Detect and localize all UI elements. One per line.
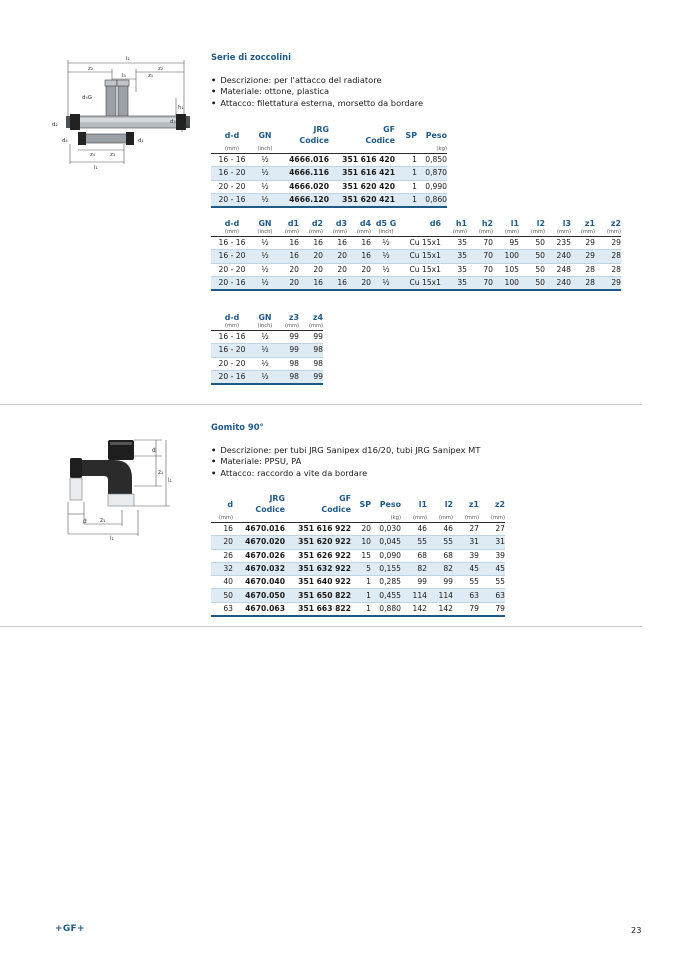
table-cell: 55 [479,576,505,589]
table-row [211,167,447,180]
table-cell: 63 [453,589,479,602]
table-cell: 20 [323,263,347,276]
unit-cell: (mm) [211,146,251,154]
unit-cell: (mm) [275,323,299,331]
table-cell: 1 [395,154,417,167]
table-cell: 63 [479,589,505,602]
table-cell: 63 [211,602,233,616]
table-row [211,276,621,290]
dim-d1: d₁ [138,138,144,144]
unit-cell: (mm) [571,229,595,237]
table-cell: 0,455 [371,589,401,602]
table-cell: 114 [427,589,453,602]
table-cell: 5 [351,562,371,575]
table-cell: 20 - 16 [211,370,251,384]
section-zoccolini [0,0,678,406]
dim-z1-bottom: z₁ [100,518,106,524]
table-cell: 0,850 [417,154,447,167]
col-header: z1 [584,219,595,228]
table-cell: ½ [251,276,275,290]
table-cell: Cu 15x1 [397,276,441,290]
table-cell: 45 [479,562,505,575]
table-cell: 68 [401,549,427,562]
col-header: z4 [312,313,323,322]
table-cell: 1 [351,589,371,602]
table-row [211,370,323,384]
table-row [211,536,505,549]
table-cell: 100 [493,276,519,290]
table-cell: 351 640 922 [285,576,351,589]
unit-cell: (kg) [371,515,401,523]
dim-z2-left: z₂ [88,66,94,72]
table-cell: 20 - 16 [211,193,251,207]
table-cell: 105 [493,263,519,276]
table-row [211,193,447,207]
table-cell: 0,090 [371,549,401,562]
table-cell: 98 [299,357,323,370]
dim-d5g: d₅G [82,95,92,101]
table-row [211,180,447,193]
unit-cell [395,146,417,154]
table-cell: 28 [595,250,621,263]
table-cell: 16 - 16 [211,154,251,167]
col-header: z2 [494,499,505,509]
col-header: SP [405,130,417,140]
table-cell: 351 620 420 [329,180,395,193]
table-cell: 99 [427,576,453,589]
bullet-description: • Descrizione: per tubi JRG Sanipex d16/20, tubi JRG Sanipex MT [211,445,480,456]
table-cell: ½ [251,250,275,263]
table-cell: 4670.020 [233,536,285,549]
table-cell: 16 [323,276,347,290]
unit-cell: (inch) [371,229,397,237]
col-header: d1 [287,219,299,228]
table-cell: 1 [395,193,417,207]
table-cell: 32 [211,562,233,575]
dim-z2-right: z₂ [158,66,164,72]
table-cell: 351 616 421 [329,167,395,180]
table-cell: 16 [347,237,371,250]
col-header: h1 [455,219,467,228]
unit-cell: (mm) [595,229,621,237]
col-header: d-d [224,219,240,228]
table-cell: 16 [275,237,299,250]
unit-cell: (mm) [347,229,371,237]
table-row [211,576,505,589]
col-header: d3 [335,219,347,228]
col-header: l3 [562,219,571,228]
unit-cell [351,515,371,523]
table-cell: 1 [351,602,371,616]
unit-cell [397,229,441,237]
table-cell: 98 [275,370,299,384]
table-cell: 114 [401,589,427,602]
table-cell: 50 [519,263,545,276]
table-cell: 16 [211,523,233,536]
table-cell: 4666.020 [275,180,329,193]
table-cell: 79 [453,602,479,616]
section-gomito [0,406,678,628]
table-cell: 35 [441,263,467,276]
table-cell: 4670.063 [233,602,285,616]
unit-cell: (mm) [299,229,323,237]
bullet-list [211,75,423,109]
table-cell: 16 [275,250,299,263]
table-cell: 16 [299,276,323,290]
section-divider [0,626,642,627]
unit-cell: (mm) [427,515,453,523]
table-cell: 4670.050 [233,589,285,602]
zoccolini-technical-drawing [48,52,198,172]
table-cell: 35 [441,237,467,250]
table-cell: ½ [371,250,397,263]
unit-cell: (mm) [545,229,571,237]
table-cell: 39 [479,549,505,562]
table-cell: 28 [595,263,621,276]
col-header: z2 [610,219,621,228]
bullet-connection: • Attacco: filettatura esterna, morsetto da bordare [211,98,423,109]
table-cell: 20 [323,250,347,263]
table-row [211,344,323,357]
unit-cell: (mm) [453,515,479,523]
unit-cell: (mm) [479,515,505,523]
table-cell: 99 [275,344,299,357]
table-cell: 351 620 421 [329,193,395,207]
table-cell: ½ [251,180,275,193]
table-cell: 99 [299,370,323,384]
table-codes [211,124,447,208]
table-cell: 142 [401,602,427,616]
col-header: Peso [425,130,447,140]
table-cell: 20 [211,536,233,549]
table-cell: 50 [519,276,545,290]
table-cell: 240 [545,276,571,290]
dim-l2: l₂ [126,56,130,62]
table-cell: 351 626 922 [285,549,351,562]
dim-d3: d₃ [170,119,176,125]
table-cell: 99 [275,331,299,344]
unit-cell [233,515,285,523]
table-cell: Cu 15x1 [397,237,441,250]
table-cell: 351 650 822 [285,589,351,602]
table-cell: ½ [251,263,275,276]
col-header: l2 [444,499,453,509]
section-title: Gomito 90° [211,422,264,432]
unit-cell: (mm) [401,515,427,523]
table-cell: 4670.040 [233,576,285,589]
table-cell: 46 [401,523,427,536]
table-row [211,523,505,536]
table-cell: Cu 15x1 [397,250,441,263]
table-cell: 55 [401,536,427,549]
table-cell: 4670.026 [233,549,285,562]
table-cell: ½ [251,237,275,250]
table-cell: 16 - 20 [211,344,251,357]
table-row [211,250,621,263]
section-title: Serie di zoccolini [211,52,291,62]
table-cell: 26 [211,549,233,562]
unit-cell [285,515,351,523]
page-number: 23 [631,925,642,935]
table-cell: ½ [251,193,275,207]
col-header: SP [359,499,371,509]
unit-cell: (mm) [467,229,493,237]
table-cell: 351 616 922 [285,523,351,536]
table-cell: 4670.016 [233,523,285,536]
table-cell: 40 [211,576,233,589]
table-cell: 31 [453,536,479,549]
col-header: JRG Codice [255,494,285,514]
table-cell: 29 [595,276,621,290]
table-z-dimensions [211,312,323,385]
table-cell: 98 [299,344,323,357]
table-cell: 4666.016 [275,154,329,167]
table-cell: 20 [275,263,299,276]
unit-cell: (inch) [251,146,275,154]
table-cell: 50 [519,250,545,263]
table-cell: 20 [299,250,323,263]
unit-cell: (kg) [417,146,447,154]
dim-h2: h₂ [184,124,190,130]
bullet-material: • Materiale: PPSU, PA [211,456,480,467]
table-cell: 0,880 [371,602,401,616]
table-cell: 142 [427,602,453,616]
table-cell: 20 - 20 [211,357,251,370]
unit-cell: (mm) [211,515,233,523]
unit-cell: (mm) [211,323,251,331]
table-cell: 1 [351,576,371,589]
col-header: GN [258,130,272,140]
table-cell: 1 [395,180,417,193]
table-cell: 16 - 20 [211,167,251,180]
table-cell: 20 [347,263,371,276]
table-row [211,263,621,276]
col-header: JRG Codice [299,125,329,145]
table-cell: 50 [519,237,545,250]
table-dimensions [211,218,621,291]
dim-d-bottom: d [83,519,87,525]
table-cell: ½ [251,331,275,344]
unit-cell: (mm) [441,229,467,237]
table-row [211,589,505,602]
table-cell: 248 [545,263,571,276]
table-cell: 79 [479,602,505,616]
table-cell: 16 [323,237,347,250]
col-header: l1 [418,499,427,509]
table-cell: 70 [467,263,493,276]
table-cell: ½ [251,370,275,384]
table-cell: 70 [467,237,493,250]
table-cell: 98 [275,357,299,370]
table-cell: 95 [493,237,519,250]
table-cell: 0,860 [417,193,447,207]
table-cell: 0,030 [371,523,401,536]
col-header: GN [258,313,272,322]
table-cell: 29 [571,237,595,250]
table-cell: 27 [479,523,505,536]
col-header: d6 [429,219,441,228]
table-row [211,549,505,562]
dim-z4: z₄ [90,152,96,158]
table-cell: 20 - 20 [211,263,251,276]
table-cell: 20 - 16 [211,276,251,290]
col-header: h2 [481,219,493,228]
table-cell: 99 [401,576,427,589]
table-cell: 70 [467,276,493,290]
table-cell: Cu 15x1 [397,263,441,276]
col-header: d4 [359,219,371,228]
table-cell: 68 [427,549,453,562]
table-cell: 46 [427,523,453,536]
table-cell: 16 - 20 [211,250,251,263]
col-header: d5 G [375,219,397,228]
table-cell: ½ [371,263,397,276]
dim-d-top: d [152,448,156,454]
col-header: l2 [536,219,545,228]
table-cell: 16 - 16 [211,237,251,250]
dim-z1: z₁ [148,73,154,79]
table-cell: 4670.032 [233,562,285,575]
table-cell: 20 - 20 [211,180,251,193]
table-cell: 240 [545,250,571,263]
table-cell: 99 [299,331,323,344]
unit-cell [275,146,329,154]
col-header: Peso [379,499,401,509]
col-header: d [227,499,233,509]
table-cell: 82 [401,562,427,575]
table-cell: 50 [211,589,233,602]
table-cell: 0,045 [371,536,401,549]
table-cell: ½ [371,237,397,250]
table-cell: ½ [251,154,275,167]
dim-z3: z₃ [110,152,116,158]
table-cell: 35 [441,250,467,263]
table-cell: 31 [479,536,505,549]
dim-h1: h₁ [178,105,184,111]
table-cell: 0,990 [417,180,447,193]
section-divider [0,404,642,405]
table-row [211,357,323,370]
table-cell: 351 663 822 [285,602,351,616]
table-cell: 35 [441,276,467,290]
table-cell: 15 [351,549,371,562]
table-cell: 28 [571,263,595,276]
table-cell: 16 [347,250,371,263]
table-row [211,154,447,167]
dim-l1-bottom: l₁ [110,536,114,542]
table-cell: 27 [453,523,479,536]
dim-l1: l₁ [94,165,98,171]
table-cell: ½ [371,276,397,290]
table-cell: 4666.116 [275,167,329,180]
unit-cell: (mm) [493,229,519,237]
bullet-description: • Descrizione: per l'attacco del radiatore [211,75,423,86]
table-cell: 20 [347,276,371,290]
table-row [211,331,323,344]
bullet-connection: • Attacco: raccordo a vite da bordare [211,468,480,479]
bullet-material: • Materiale: ottone, plastica [211,86,423,97]
table-cell: 4666.120 [275,193,329,207]
table-row [211,602,505,616]
table-cell: 20 [299,263,323,276]
col-header: z1 [468,499,479,509]
bullet-list [211,445,480,479]
table-cell: 16 - 16 [211,331,251,344]
unit-cell: (mm) [275,229,299,237]
table-cell: ½ [251,344,275,357]
table-cell: 10 [351,536,371,549]
table-cell: 351 632 922 [285,562,351,575]
table-cell: 20 [275,276,299,290]
table-cell: 100 [493,250,519,263]
table-cell: 0,870 [417,167,447,180]
table-cell: 28 [571,276,595,290]
unit-cell: (mm) [519,229,545,237]
dim-l3: l₃ [122,73,126,79]
col-header: d2 [311,219,323,228]
table-cell: 351 616 420 [329,154,395,167]
table-cell: 70 [467,250,493,263]
dim-d2: d₂ [52,122,58,128]
table-row [211,562,505,575]
table-cell: 20 [351,523,371,536]
dim-l1-side: l₁ [168,478,172,484]
table-cell: 1 [395,167,417,180]
unit-cell: (mm) [211,229,251,237]
col-header: GF Codice [365,125,395,145]
gf-logo: +GF+ [55,924,85,934]
table-cell: 39 [453,549,479,562]
col-header: l1 [510,219,519,228]
elbow-technical-drawing [52,430,182,542]
table-row [211,237,621,250]
table-cell: 29 [595,237,621,250]
dim-d4: d₄ [62,138,68,144]
table-cell: 0,155 [371,562,401,575]
unit-cell: (mm) [323,229,347,237]
col-header: d-d [224,130,240,140]
unit-cell [329,146,395,154]
table-cell: 16 [299,237,323,250]
table-elbow [211,493,505,617]
col-header: z3 [288,313,299,322]
table-cell: 29 [571,250,595,263]
table-cell: 55 [453,576,479,589]
table-cell: 45 [453,562,479,575]
table-cell: 82 [427,562,453,575]
table-cell: ½ [251,357,275,370]
col-header: GF Codice [321,494,351,514]
table-cell: 235 [545,237,571,250]
table-cell: 351 620 922 [285,536,351,549]
col-header: GN [258,219,272,228]
table-cell: 0,285 [371,576,401,589]
unit-cell: (inch) [251,323,275,331]
table-cell: ½ [251,167,275,180]
table-cell: 55 [427,536,453,549]
dim-z1-side: z₁ [158,470,164,476]
unit-cell: (mm) [299,323,323,331]
unit-cell: (inch) [251,229,275,237]
col-header: d-d [224,313,240,322]
